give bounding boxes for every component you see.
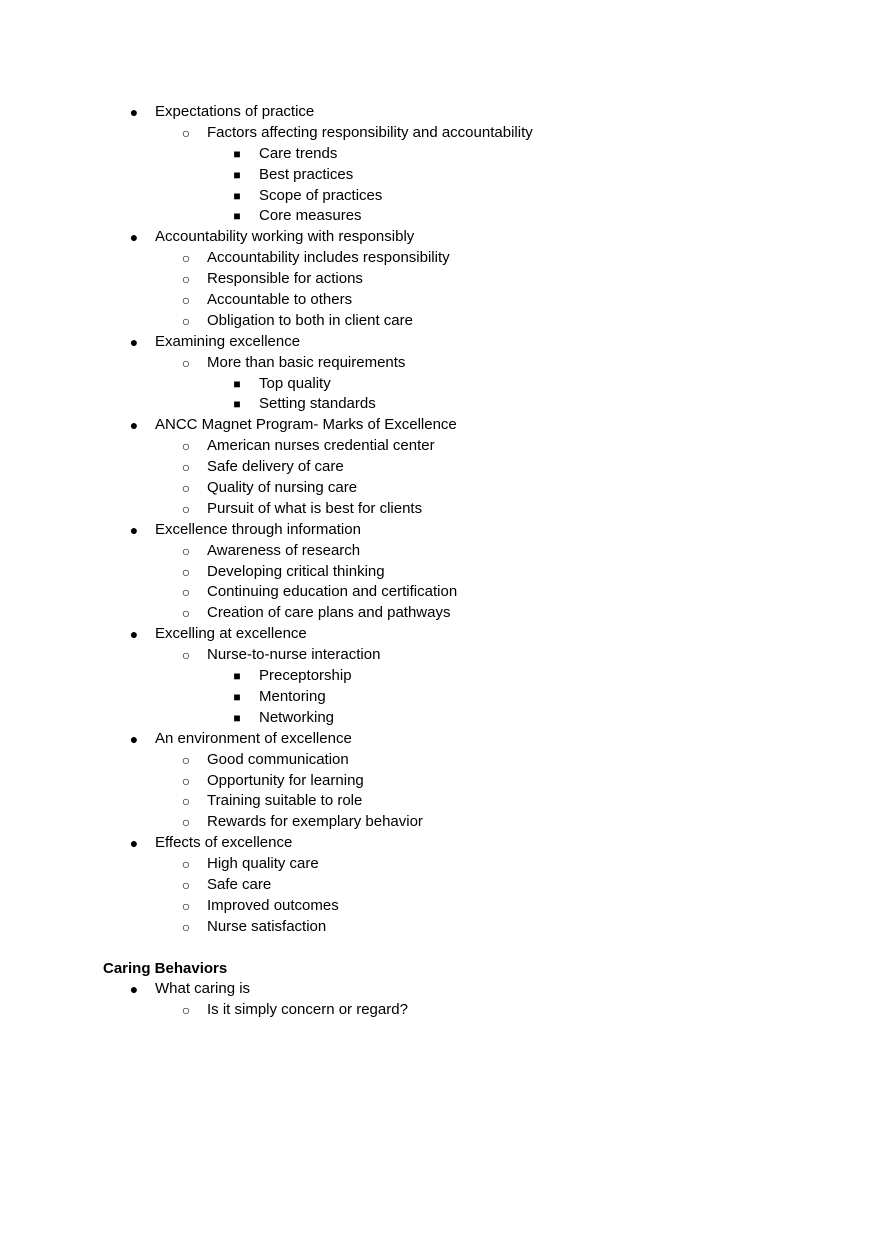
square-bullet-icon: ■ [233,689,241,704]
list-item: ■ Mentoring [0,687,880,708]
hollow-bullet-icon: ○ [181,250,191,267]
list-item: ○ Safe care [0,875,880,896]
list-item: ○ Quality of nursing care [0,478,880,499]
list-item: ○ More than basic requirements [0,353,880,374]
list-item: ■ Networking [0,708,880,729]
square-bullet-icon: ■ [233,209,241,224]
hollow-bullet-icon: ○ [181,647,191,664]
hollow-bullet-icon: ○ [181,876,191,893]
hollow-bullet-icon: ○ [181,605,191,622]
list-item: ● Accountability working with responsibly [0,227,880,248]
square-bullet-icon: ■ [233,397,241,412]
list-item: ○ Opportunity for learning [0,771,880,792]
list-item: ○ Developing critical thinking [0,562,880,583]
bullet-icon: ● [129,981,139,998]
hollow-bullet-icon: ○ [181,793,191,810]
list-item: ○ Nurse satisfaction [0,917,880,938]
list-item: ■ Best practices [0,165,880,186]
square-bullet-icon: ■ [233,167,241,182]
list-item: ○ Factors affecting responsibility and accountability [0,123,880,144]
bullet-icon: ● [129,417,139,434]
list-item: ○ Nurse-to-nurse interaction [0,645,880,666]
list-item: ○ Is it simply concern or regard? [0,1000,880,1021]
list-item: ○ Training suitable to role [0,791,880,812]
hollow-bullet-icon: ○ [181,459,191,476]
list-item: ○ Pursuit of what is best for clients [0,499,880,520]
hollow-bullet-icon: ○ [181,856,191,873]
list-item: ○ Awareness of research [0,541,880,562]
square-bullet-icon: ■ [233,146,241,161]
list-item: ○ Rewards for exemplary behavior [0,812,880,833]
list-item: ○ Responsible for actions [0,269,880,290]
list-item: ● Examining excellence [0,332,880,353]
hollow-bullet-icon: ○ [181,500,191,517]
section-heading: Caring Behaviors [103,959,228,977]
list-item: ● Effects of excellence [0,833,880,854]
hollow-bullet-icon: ○ [181,124,191,141]
square-bullet-icon: ■ [233,669,241,684]
list-item: ■ Top quality [0,374,880,395]
hollow-bullet-icon: ○ [181,772,191,789]
hollow-bullet-icon: ○ [181,312,191,329]
hollow-bullet-icon: ○ [181,292,191,309]
list-item: ● Expectations of practice [0,102,880,123]
bullet-icon: ● [129,104,139,120]
bullet-icon: ● [129,229,139,246]
list-item: ○ Safe delivery of care [0,457,880,478]
bullet-icon: ● [129,626,139,643]
hollow-bullet-icon: ○ [181,438,191,455]
outline-list [0,102,880,1021]
list-item: ■ Scope of practices [0,186,880,207]
bullet-icon: ● [129,835,139,852]
blank-line [0,938,880,959]
list-item: ○ American nurses credential center [0,436,880,457]
hollow-bullet-icon: ○ [181,918,191,935]
list-item: ○ Continuing education and certification [0,582,880,603]
list-item: ■ Preceptorship [0,666,880,687]
hollow-bullet-icon: ○ [181,584,191,601]
bullet-icon: ● [129,730,139,747]
hollow-bullet-icon: ○ [181,563,191,580]
list-item: ● Excelling at excellence [0,624,880,645]
hollow-bullet-icon: ○ [181,480,191,497]
bullet-icon: ● [129,521,139,538]
hollow-bullet-icon: ○ [181,751,191,768]
list-item: ● ANCC Magnet Program- Marks of Excellence [0,415,880,436]
hollow-bullet-icon: ○ [181,814,191,831]
list-item: ○ Good communication [0,750,880,771]
hollow-bullet-icon: ○ [181,542,191,559]
hollow-bullet-icon: ○ [181,897,191,914]
list-item: ○ High quality care [0,854,880,875]
list-item: ○ Creation of care plans and pathways [0,603,880,624]
hollow-bullet-icon: ○ [181,1002,191,1019]
square-bullet-icon: ■ [233,188,241,203]
list-item: ● Excellence through information [0,520,880,541]
square-bullet-icon: ■ [233,376,241,391]
list-item: ■ Care trends [0,144,880,165]
hollow-bullet-icon: ○ [181,271,191,288]
list-item: ■ Setting standards [0,394,880,415]
list-item: ○ Accountable to others [0,290,880,311]
hollow-bullet-icon: ○ [181,354,191,371]
list-item: ■ Core measures [0,206,880,227]
bullet-icon: ● [129,333,139,350]
list-item: ○ Obligation to both in client care [0,311,880,332]
list-item: ○ Improved outcomes [0,896,880,917]
square-bullet-icon: ■ [233,710,241,725]
list-item: ○ Accountability includes responsibility [0,248,880,269]
list-item: ● What caring is [0,979,880,1000]
list-item: ● An environment of excellence [0,729,880,750]
